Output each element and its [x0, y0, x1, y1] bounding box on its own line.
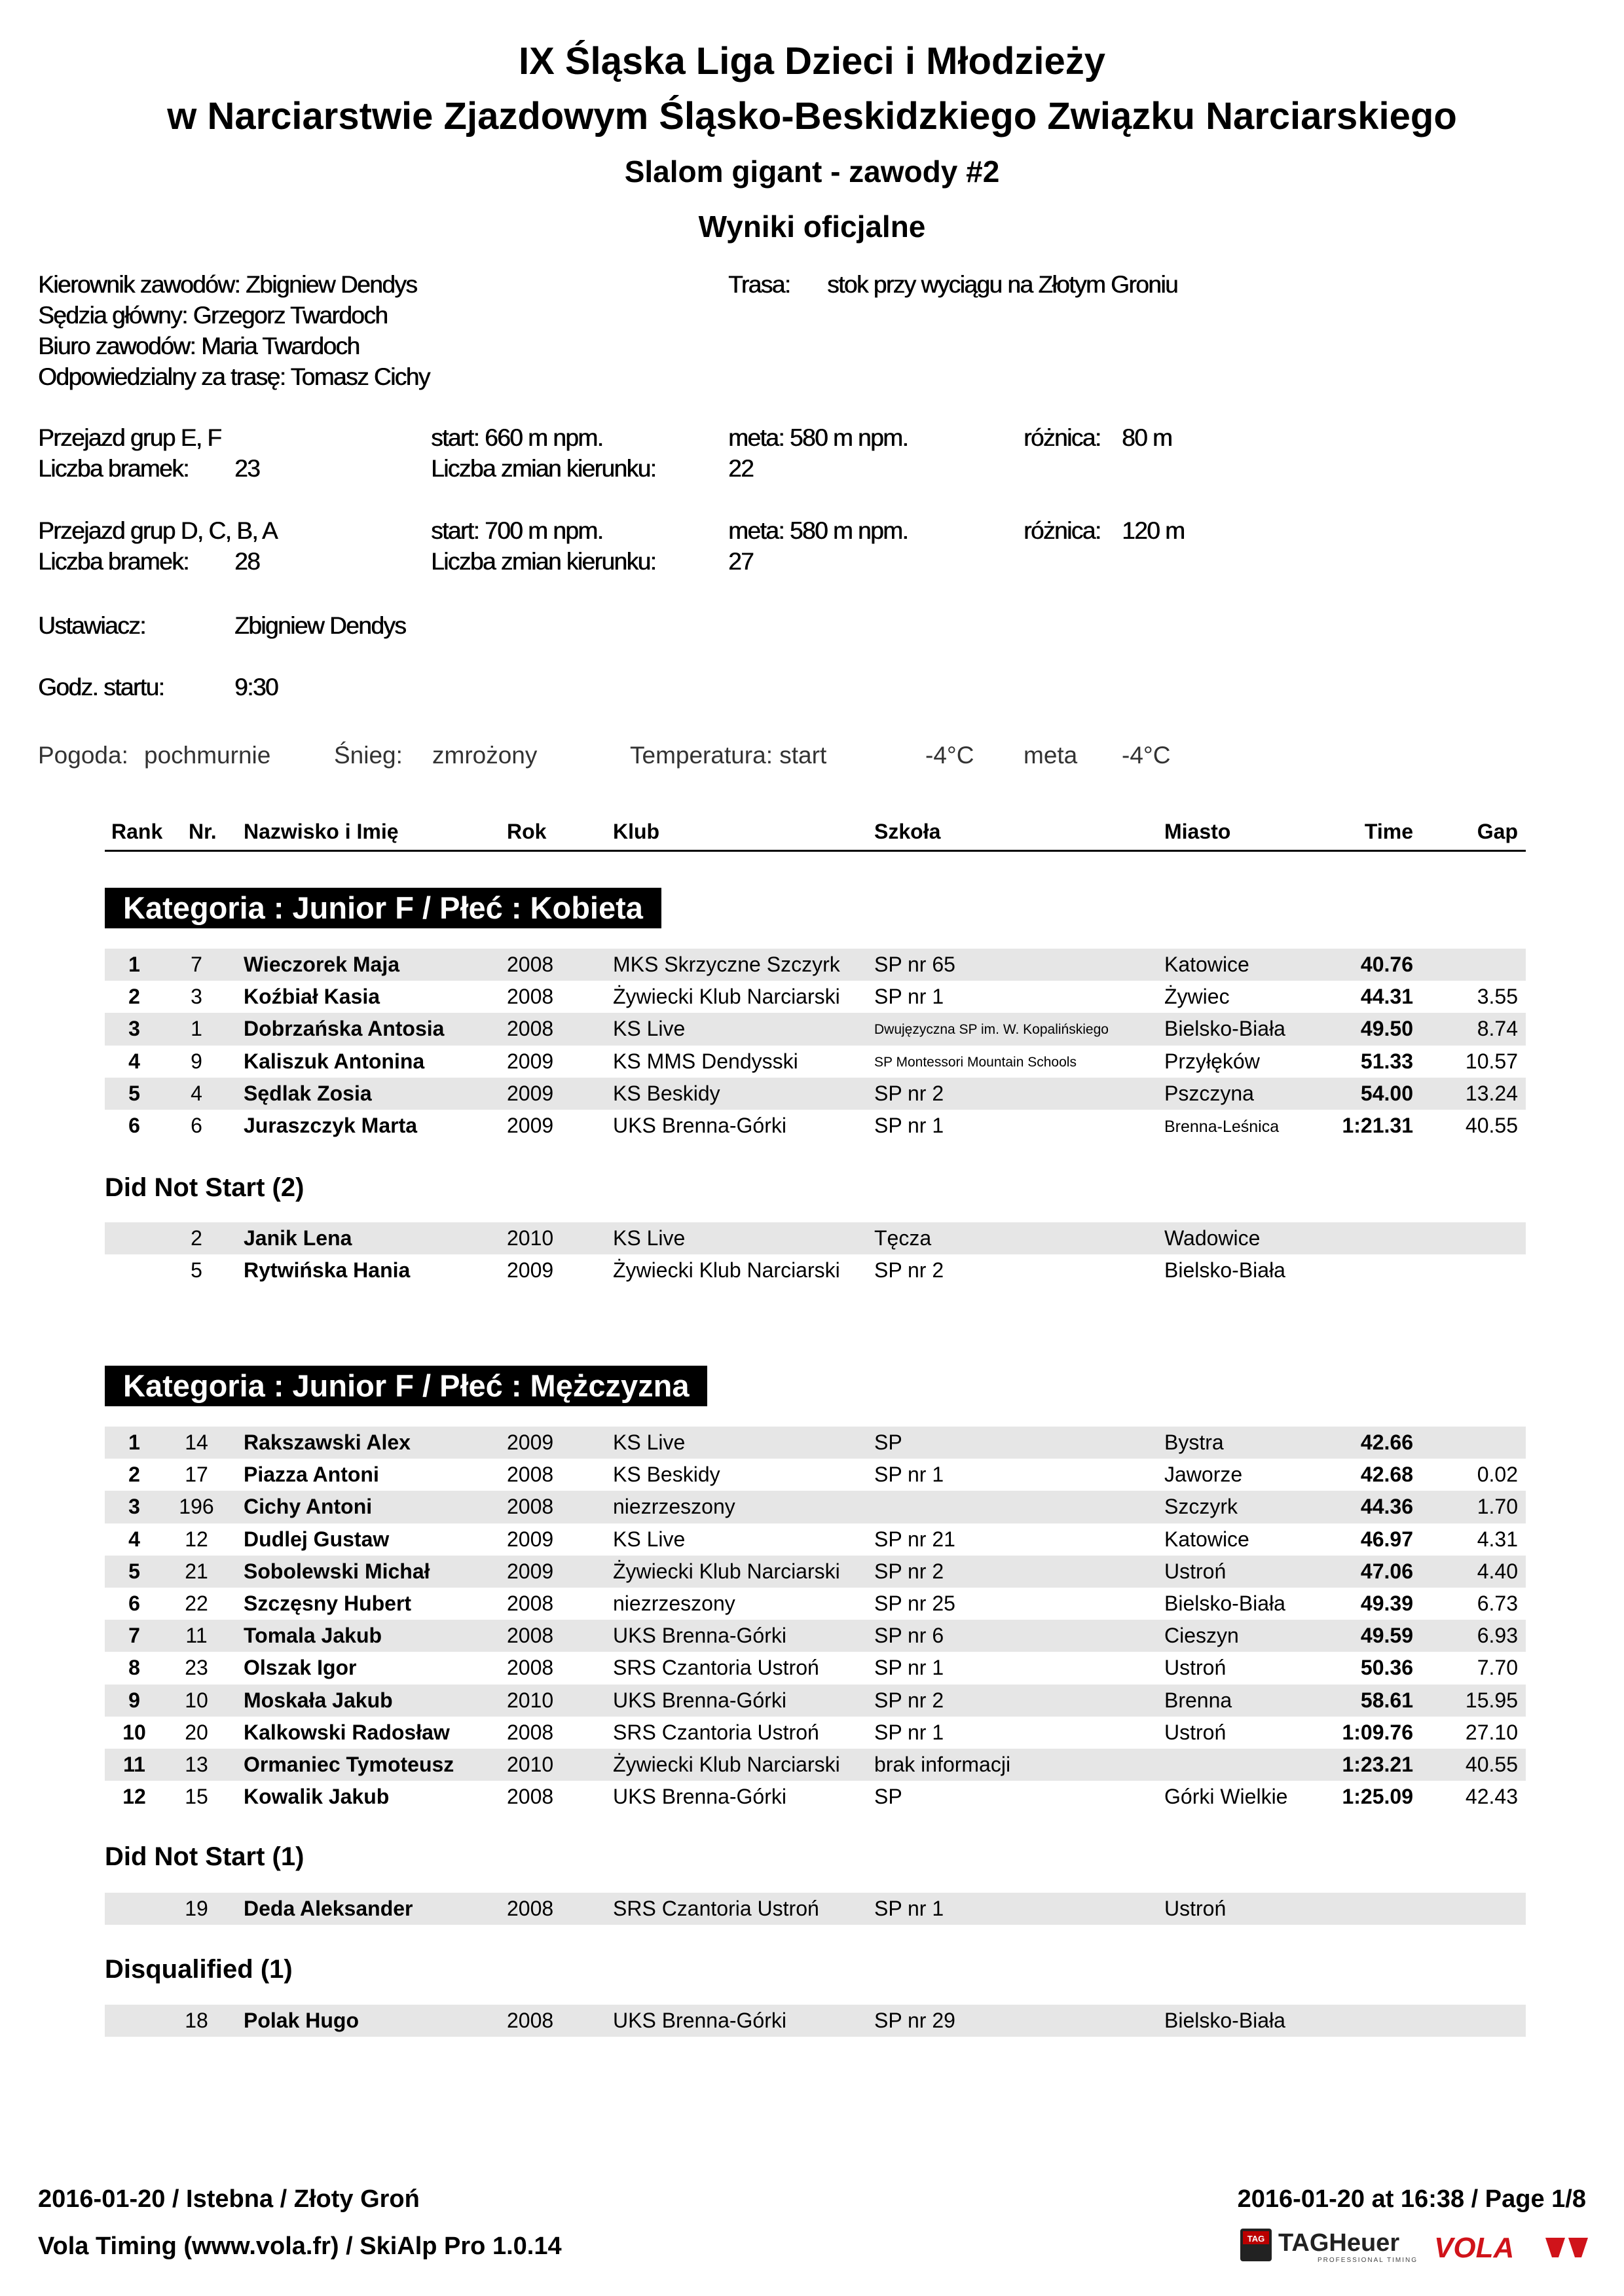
cell-time: 44.31: [1360, 985, 1413, 1009]
cell-gap: 40.55: [1465, 1113, 1518, 1137]
vola-logo: [1434, 2231, 1591, 2263]
info-sedzia: Sędzia główny: Grzegorz Twardoch: [38, 302, 388, 329]
cell-city: Katowice: [1164, 1527, 1249, 1551]
cell-name: Juraszczyk Marta: [244, 1113, 418, 1137]
result-row: [105, 1620, 1526, 1652]
run-dcba-zmian-value: 27: [728, 548, 754, 575]
cell-nr: 17: [185, 1463, 208, 1487]
cell-club: KS Live: [613, 1527, 686, 1551]
vola-mark-2: [1568, 2238, 1588, 2257]
cell-time: 49.39: [1360, 1591, 1413, 1615]
cell-city: Brenna-Leśnica: [1164, 1117, 1280, 1136]
cell-name: Kalkowski Radosław: [244, 1720, 450, 1744]
result-row: [105, 1222, 1526, 1254]
cell-name: Rakszawski Alex: [244, 1430, 411, 1454]
cell-name: Janik Lena: [244, 1226, 352, 1250]
col-rank: Rank: [111, 820, 163, 843]
cell-rank: 2: [128, 985, 140, 1009]
result-row: [105, 1046, 1526, 1078]
cell-school: Tęcza: [874, 1226, 932, 1250]
cell-nr: 15: [185, 1785, 208, 1809]
col-club: Klub: [613, 820, 660, 843]
cell-name: Deda Aleksander: [244, 1897, 413, 1920]
cell-rank: 1: [128, 1430, 140, 1454]
vola-mark-1: [1545, 2238, 1565, 2257]
cell-gap: 6.93: [1477, 1624, 1518, 1648]
result-row: [105, 1717, 1526, 1749]
cell-school: Dwujęzyczna SP im. W. Kopalińskiego: [874, 1022, 1109, 1038]
cell-gap: 15.95: [1465, 1688, 1518, 1712]
cell-time: 1:23.21: [1342, 1752, 1413, 1776]
cell-gap: 6.73: [1477, 1591, 1518, 1615]
run-dcba-label: Przejazd grup D, C, B, A: [38, 517, 278, 544]
run-ef-bramek-value: 23: [234, 455, 260, 482]
info-trasa-label: Trasa:: [728, 271, 790, 298]
cell-city: Wadowice: [1164, 1226, 1261, 1250]
footer-software: Vola Timing (www.vola.fr) / SkiAlp Pro 1.0.14: [38, 2232, 562, 2260]
cell-year: 2008: [507, 1017, 554, 1041]
cell-gap: 4.31: [1477, 1527, 1518, 1551]
cell-year: 2008: [507, 1897, 554, 1920]
cell-nr: 1: [191, 1017, 202, 1041]
start-time-value: 9:30: [234, 674, 278, 701]
cell-nr: 11: [185, 1624, 208, 1648]
cell-nr: 20: [185, 1720, 208, 1744]
cell-year: 2010: [507, 1752, 554, 1776]
run-ef-zmian-label: Liczba zmian kierunku:: [431, 455, 656, 482]
cell-city: Bielsko-Biała: [1164, 1591, 1285, 1615]
cell-city: Ustroń: [1164, 1720, 1227, 1744]
cell-school: SP nr 6: [874, 1624, 944, 1648]
run-ef-label: Przejazd grup E, F: [38, 424, 221, 451]
dsq-junior-f-men: [105, 2005, 1526, 2037]
cell-school: SP nr 1: [874, 985, 944, 1009]
result-row: [105, 949, 1526, 981]
cell-name: Cichy Antoni: [244, 1495, 373, 1519]
results-table-header: [105, 817, 1526, 852]
temperature-meta: -4°C: [1122, 742, 1171, 769]
cell-year: 2008: [507, 1720, 554, 1744]
cell-city: Ustroń: [1164, 1897, 1227, 1920]
results-junior-f-men: [105, 1427, 1526, 1813]
cell-school: SP nr 2: [874, 1258, 944, 1283]
dns-junior-f-men: [105, 1893, 1526, 1925]
run-dcba-roznica-value: 120 m: [1122, 517, 1185, 544]
col-nr: Nr.: [189, 820, 217, 843]
cell-city: Szczyrk: [1164, 1495, 1238, 1519]
run-dcba-meta: meta: 580 m npm.: [728, 517, 908, 544]
cell-club: KS Live: [613, 1430, 686, 1454]
title-results: Wyniki oficjalne: [698, 210, 926, 244]
cell-nr: 13: [185, 1752, 208, 1776]
cell-club: Żywiecki Klub Narciarski: [613, 985, 840, 1009]
tagheuer-subtitle: PROFESSIONAL TIMING: [1318, 2257, 1418, 2264]
col-city: Miasto: [1164, 820, 1231, 843]
title-race: Slalom gigant - zawody #2: [624, 155, 1000, 189]
cell-school: SP nr 2: [874, 1559, 944, 1583]
result-row: [105, 1459, 1526, 1491]
temperature-start: -4°C: [925, 742, 974, 769]
cell-name: Rytwińska Hania: [244, 1258, 411, 1283]
cell-name: Dudlej Gustaw: [244, 1527, 390, 1551]
cell-school: brak informacji: [874, 1752, 1011, 1776]
tagheuer-logo: [1239, 2226, 1429, 2265]
cell-rank: 9: [128, 1688, 140, 1712]
cell-year: 2010: [507, 1688, 554, 1712]
result-row: [105, 1013, 1526, 1045]
run-dcba-start: start: 700 m npm.: [431, 517, 603, 544]
cell-year: 2009: [507, 1081, 554, 1105]
cell-gap: 13.24: [1465, 1081, 1518, 1105]
result-row: [105, 1685, 1526, 1717]
cell-nr: 196: [179, 1495, 214, 1519]
document-header: [0, 34, 1624, 254]
cell-club: UKS Brenna-Górki: [613, 1688, 786, 1712]
cell-year: 2008: [507, 1624, 554, 1648]
cell-time: 58.61: [1360, 1688, 1413, 1712]
cell-nr: 7: [191, 953, 202, 976]
cell-club: KS Beskidy: [613, 1081, 720, 1105]
cell-club: KS Beskidy: [613, 1463, 720, 1487]
run-ef-roznica-label: różnica:: [1024, 424, 1101, 451]
result-row: [105, 1523, 1526, 1556]
cell-city: Bielsko-Biała: [1164, 1017, 1285, 1041]
cell-rank: 6: [128, 1591, 140, 1615]
cell-year: 2010: [507, 1226, 554, 1250]
cell-name: Tomala Jakub: [244, 1624, 382, 1648]
cell-time: 50.36: [1360, 1656, 1413, 1680]
cell-club: UKS Brenna-Górki: [613, 1785, 786, 1809]
cell-city: Jaworze: [1164, 1463, 1243, 1487]
col-gap: Gap: [1477, 820, 1518, 843]
cell-name: Ormaniec Tymoteusz: [244, 1752, 454, 1776]
cell-gap: 4.40: [1477, 1559, 1518, 1583]
cell-year: 2008: [507, 1495, 554, 1519]
result-row: [105, 1556, 1526, 1588]
cell-city: Cieszyn: [1164, 1624, 1239, 1648]
cell-gap: 27.10: [1465, 1720, 1518, 1744]
cell-rank: 1: [128, 953, 140, 976]
cell-city: Ustroń: [1164, 1656, 1227, 1680]
cell-city: Bielsko-Biała: [1164, 1258, 1285, 1283]
cell-club: MKS Skrzyczne Szczyrk: [613, 953, 840, 976]
cell-school: SP nr 29: [874, 2009, 955, 2032]
result-row: [105, 1427, 1526, 1459]
cell-club: Żywiecki Klub Narciarski: [613, 1752, 840, 1776]
category-junior-f-women: Kategoria : Junior F / Płeć : Kobieta: [105, 888, 661, 928]
weather-label: Pogoda:: [38, 742, 128, 769]
cell-club: KS Live: [613, 1017, 686, 1041]
cell-school: SP nr 1: [874, 1720, 944, 1744]
cell-time: 47.06: [1360, 1559, 1413, 1583]
cell-city: Górki Wielkie: [1164, 1785, 1288, 1809]
cell-name: Piazza Antoni: [244, 1463, 379, 1487]
cell-name: Szczęsny Hubert: [244, 1591, 412, 1615]
cell-time: 46.97: [1360, 1527, 1413, 1551]
ustawiacz-value: Zbigniew Dendys: [234, 612, 406, 639]
dns-title-women: Did Not Start (2): [105, 1173, 304, 1202]
info-kierownik: Kierownik zawodów: Zbigniew Dendys: [38, 271, 417, 298]
run-ef-meta: meta: 580 m npm.: [728, 424, 908, 451]
results-junior-f-women: [105, 949, 1526, 1142]
cell-school: SP nr 2: [874, 1081, 944, 1105]
run-dcba-roznica-label: różnica:: [1024, 517, 1101, 544]
footer-date-venue: 2016-01-20 / Istebna / Złoty Groń: [38, 2185, 420, 2213]
cell-school: SP nr 25: [874, 1591, 955, 1615]
cell-year: 2009: [507, 1113, 554, 1137]
tagheuer-badge-text: TAG: [1247, 2234, 1265, 2244]
cell-rank: 2: [128, 1463, 140, 1487]
cell-time: 1:09.76: [1342, 1720, 1413, 1744]
cell-time: 44.36: [1360, 1495, 1413, 1519]
cell-rank: 3: [128, 1495, 140, 1519]
info-trasa-value: stok przy wyciągu na Złotym Groniu: [827, 271, 1178, 298]
cell-year: 2009: [507, 1559, 554, 1583]
cell-rank: 5: [128, 1081, 140, 1105]
cell-year: 2009: [507, 1430, 554, 1454]
cell-year: 2008: [507, 2009, 554, 2032]
run-ef-zmian-value: 22: [728, 455, 754, 482]
run-ef-start: start: 660 m npm.: [431, 424, 603, 451]
cell-nr: 2: [191, 1226, 202, 1250]
cell-gap: 42.43: [1465, 1785, 1518, 1809]
result-row: [105, 2005, 1526, 2037]
col-year: Rok: [507, 820, 547, 843]
cell-rank: 6: [128, 1113, 140, 1137]
cell-gap: 8.74: [1477, 1017, 1518, 1041]
cell-city: Bielsko-Biała: [1164, 2009, 1285, 2032]
result-row: [105, 1254, 1526, 1286]
cell-city: Żywiec: [1164, 985, 1230, 1009]
dsq-title-men: Disqualified (1): [105, 1955, 293, 1984]
cell-rank: 4: [128, 1527, 140, 1551]
cell-year: 2008: [507, 985, 554, 1009]
dns-title-men: Did Not Start (1): [105, 1842, 304, 1871]
cell-nr: 14: [185, 1430, 208, 1454]
cell-club: SRS Czantoria Ustroń: [613, 1897, 819, 1920]
result-row: [105, 1588, 1526, 1620]
cell-nr: 21: [185, 1559, 208, 1583]
title-discipline: w Narciarstwie Zjazdowym Śląsko-Beskidzkiego Związku Narciarskiego: [167, 95, 1457, 137]
cell-year: 2008: [507, 953, 554, 976]
cell-nr: 12: [185, 1527, 208, 1551]
cell-rank: 12: [122, 1785, 146, 1809]
cell-time: 40.76: [1360, 953, 1413, 976]
col-name: Nazwisko i Imię: [244, 820, 399, 843]
dns-junior-f-women: [105, 1222, 1526, 1286]
cell-year: 2009: [507, 1049, 554, 1073]
cell-gap: 3.55: [1477, 985, 1518, 1009]
cell-school: SP nr 2: [874, 1688, 944, 1712]
cell-school: SP nr 1: [874, 1113, 944, 1137]
cell-school: SP nr 1: [874, 1463, 944, 1487]
cell-time: 1:21.31: [1342, 1113, 1413, 1137]
cell-club: Żywiecki Klub Narciarski: [613, 1258, 840, 1283]
cell-city: Pszczyna: [1164, 1081, 1254, 1105]
cell-rank: 10: [122, 1720, 146, 1744]
result-row: [105, 1652, 1526, 1684]
cell-school: SP nr 65: [874, 953, 955, 976]
cell-school: SP: [874, 1430, 902, 1454]
col-time: Time: [1364, 820, 1413, 843]
cell-name: Kaliszuk Antonina: [244, 1049, 425, 1073]
cell-school: SP nr 1: [874, 1656, 944, 1680]
cell-gap: 1.70: [1477, 1495, 1518, 1519]
title-league: IX Śląska Liga Dzieci i Młodzieży: [518, 40, 1106, 82]
cell-club: niezrzeszony: [613, 1495, 735, 1519]
cell-name: Dobrzańska Antosia: [244, 1017, 445, 1041]
cell-rank: 11: [123, 1752, 145, 1776]
cell-year: 2008: [507, 1463, 554, 1487]
run-ef-roznica-value: 80 m: [1122, 424, 1172, 451]
cell-gap: 7.70: [1477, 1656, 1518, 1680]
cell-nr: 9: [191, 1049, 202, 1073]
cell-nr: 4: [191, 1081, 202, 1105]
cell-year: 2008: [507, 1656, 554, 1680]
cell-city: Przyłęków: [1164, 1049, 1260, 1073]
cell-name: Sobolewski Michał: [244, 1559, 430, 1583]
info-odpowiedzialny: Odpowiedzialny za trasę: Tomasz Cichy: [38, 363, 430, 390]
col-school: Szkoła: [874, 820, 941, 843]
cell-nr: 18: [185, 2009, 208, 2032]
run-dcba-zmian-label: Liczba zmian kierunku:: [431, 548, 656, 575]
result-row: [105, 1491, 1526, 1523]
cell-school: SP nr 21: [874, 1527, 955, 1551]
snow-label: Śnieg:: [334, 742, 403, 769]
cell-club: KS Live: [613, 1226, 686, 1250]
info-biuro: Biuro zawodów: Maria Twardoch: [38, 333, 360, 359]
cell-name: Polak Hugo: [244, 2009, 360, 2032]
cell-city: Brenna: [1164, 1688, 1232, 1712]
cell-year: 2009: [507, 1527, 554, 1551]
cell-city: Bystra: [1164, 1430, 1224, 1454]
cell-time: 49.59: [1360, 1624, 1413, 1648]
cell-year: 2008: [507, 1785, 554, 1809]
cell-time: 54.00: [1360, 1081, 1413, 1105]
cell-club: KS MMS Dendysski: [613, 1049, 798, 1073]
cell-time: 1:25.09: [1342, 1785, 1413, 1809]
cell-nr: 5: [191, 1258, 202, 1283]
run-dcba-bramek-label: Liczba bramek:: [38, 548, 189, 575]
cell-time: 42.68: [1360, 1463, 1413, 1487]
cell-gap: 40.55: [1465, 1752, 1518, 1776]
cell-city: Ustroń: [1164, 1559, 1227, 1583]
cell-name: Kowalik Jakub: [244, 1785, 390, 1809]
cell-name: Wieczorek Maja: [244, 953, 400, 976]
snow-value: zmrożony: [432, 742, 538, 769]
cell-nr: 10: [185, 1688, 208, 1712]
run-ef-bramek-label: Liczba bramek:: [38, 455, 189, 482]
cell-name: Koźbiał Kasia: [244, 985, 380, 1009]
vola-wordmark: VOLA: [1434, 2232, 1515, 2263]
cell-club: SRS Czantoria Ustroń: [613, 1720, 819, 1744]
cell-club: niezrzeszony: [613, 1591, 735, 1615]
result-row: [105, 1781, 1526, 1813]
cell-school: SP nr 1: [874, 1897, 944, 1920]
cell-rank: 5: [128, 1559, 140, 1583]
result-row: [105, 1110, 1526, 1142]
cell-year: 2008: [507, 1591, 554, 1615]
cell-nr: 3: [191, 985, 202, 1009]
cell-rank: 8: [128, 1656, 140, 1680]
ustawiacz-label: Ustawiacz:: [38, 612, 145, 639]
cell-club: UKS Brenna-Górki: [613, 1113, 786, 1137]
cell-school: SP: [874, 1785, 902, 1809]
cell-rank: 7: [128, 1624, 140, 1648]
cell-nr: 19: [185, 1897, 208, 1920]
result-row: [105, 981, 1526, 1013]
cell-nr: 22: [185, 1591, 208, 1615]
cell-name: Sędlak Zosia: [244, 1081, 372, 1105]
tagheuer-wordmark: TAGHeuer: [1278, 2229, 1400, 2257]
footer-page-info: 2016-01-20 at 16:38 / Page 1/8: [1237, 2185, 1586, 2213]
cell-nr: 23: [185, 1656, 208, 1680]
cell-name: Olszak Igor: [244, 1656, 357, 1680]
cell-gap: 0.02: [1477, 1463, 1518, 1487]
temperature-meta-label: meta: [1024, 742, 1078, 769]
cell-club: SRS Czantoria Ustroń: [613, 1656, 819, 1680]
cell-club: UKS Brenna-Górki: [613, 1624, 786, 1648]
cell-nr: 6: [191, 1113, 202, 1137]
cell-rank: 3: [128, 1017, 140, 1041]
category-junior-f-men: Kategoria : Junior F / Płeć : Mężczyzna: [105, 1366, 707, 1406]
result-row: [105, 1893, 1526, 1925]
cell-time: 51.33: [1360, 1049, 1413, 1073]
cell-gap: 10.57: [1465, 1049, 1518, 1073]
cell-rank: 4: [128, 1049, 140, 1073]
cell-school: SP Montessori Mountain Schools: [874, 1054, 1077, 1070]
start-time-label: Godz. startu:: [38, 674, 164, 701]
cell-year: 2009: [507, 1258, 554, 1283]
run-dcba-bramek-value: 28: [234, 548, 260, 575]
cell-club: Żywiecki Klub Narciarski: [613, 1559, 840, 1583]
result-row: [105, 1749, 1526, 1781]
cell-time: 49.50: [1360, 1017, 1413, 1041]
cell-time: 42.66: [1360, 1430, 1413, 1454]
weather-value: pochmurnie: [144, 742, 271, 769]
cell-club: UKS Brenna-Górki: [613, 2009, 786, 2032]
cell-city: Katowice: [1164, 953, 1249, 976]
cell-name: Moskała Jakub: [244, 1688, 393, 1712]
result-row: [105, 1078, 1526, 1110]
temperature-label: Temperatura: start: [630, 742, 827, 769]
